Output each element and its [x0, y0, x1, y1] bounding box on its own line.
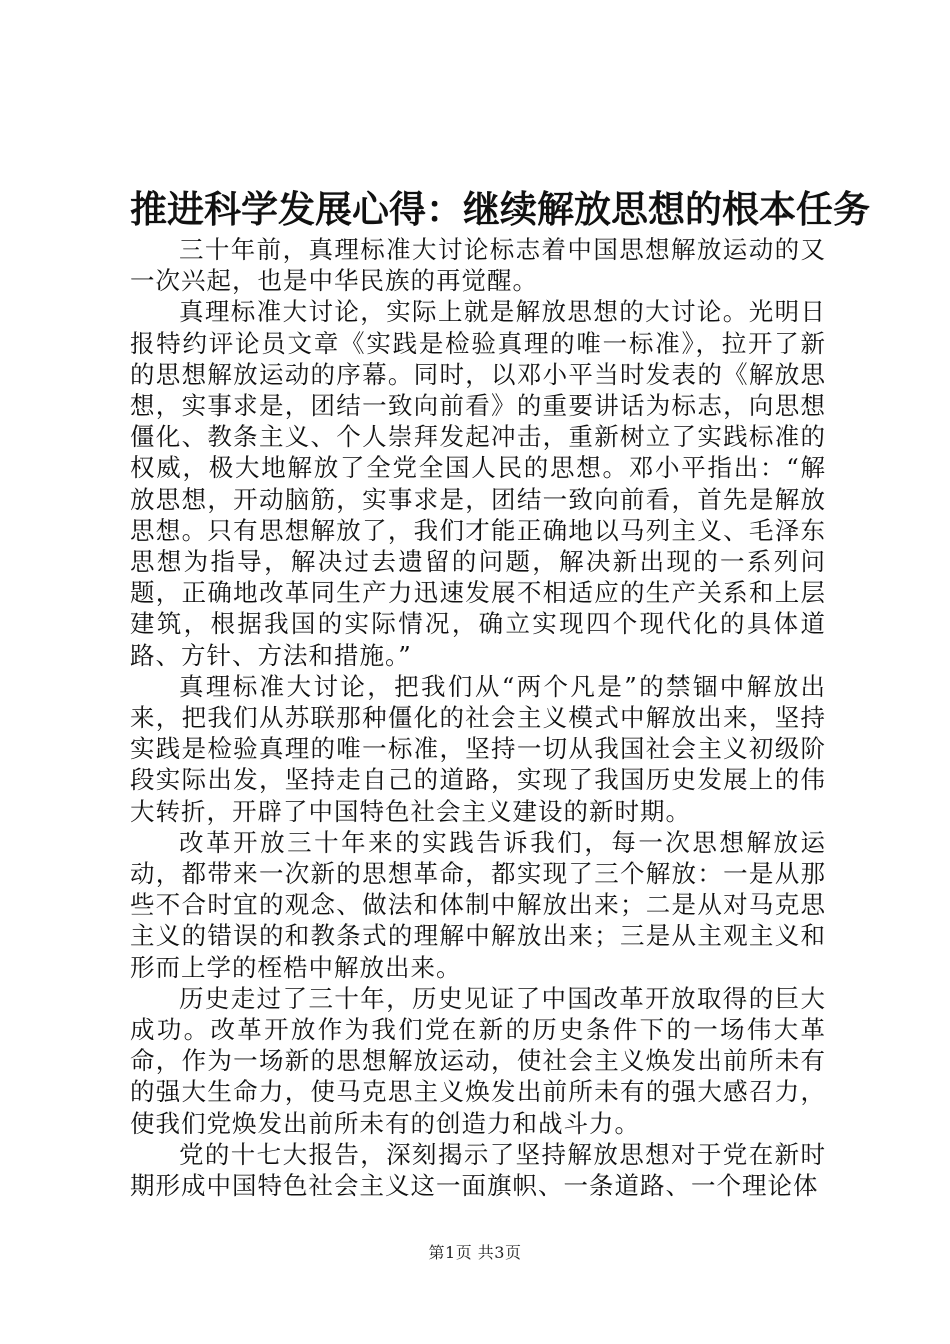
document-title: 推进科学发展心得：继续解放思想的根本任务	[130, 188, 870, 231]
document-body	[130, 234, 826, 1201]
paragraph-2: 真理标准大讨论，实际上就是解放思想的大讨论。光明日报特约评论员文章《实践是检验真理的唯一标准》，拉开了新的思想解放运动的序幕。同时，以邓小平当时发表的《解放思想，实事求是，团结一致向前看》的重要讲话为标志，向思想僵化、教条主义、个人崇拜发起冲击，重新树立了实践标准的权威，极大地解放了全党全国人民的思想。邓小平指出：“解放思想，开动脑筋，实事求是，团结一致向前看，首先是解放思想。只有思想解放了，我们才能正确地以马列主义、毛泽东思想为指导，解决过去遗留的问题，解决新出现的一系列问题，正确地改革同生产力迅速发展不相适应的生产关系和上层建筑，根据我国的实际情况，确立实现四个现代化的具体道路、方针、方法和措施。”	[130, 297, 826, 670]
paragraph-5: 历史走过了三十年，历史见证了中国改革开放取得的巨大成功。改革开放作为我们党在新的历史条件下的一场伟大革命，作为一场新的思想解放运动，使社会主义焕发出前所未有的强大生命力，使马克思主义焕发出前所未有的强大感召力，使我们党焕发出前所未有的创造力和战斗力。	[130, 983, 826, 1138]
paragraph-3: 真理标准大讨论，把我们从“两个凡是”的禁锢中解放出来，把我们从苏联那种僵化的社会主义模式中解放出来，坚持实践是检验真理的唯一标准，坚持一切从我国社会主义初级阶段实际出发，坚持走自己的道路，实现了我国历史发展上的伟大转折，开辟了中国特色社会主义建设的新时期。	[130, 671, 826, 826]
page-footer: 第1页 共3页	[428, 1243, 522, 1262]
paragraph-4: 改革开放三十年来的实践告诉我们，每一次思想解放运动，都带来一次新的思想革命，都实现了三个解放：一是从那些不合时宜的观念、做法和体制中解放出来；二是从对马克思主义的错误的和教条式的理解中解放出来；三是从主观主义和形而上学的桎梏中解放出来。	[130, 827, 826, 982]
paragraph-6: 党的十七大报告，深刻揭示了坚持解放思想对于党在新时期形成中国特色社会主义这一面旗帜、一条道路、一个理论体	[130, 1139, 826, 1201]
paragraph-1: 三十年前，真理标准大讨论标志着中国思想解放运动的又一次兴起，也是中华民族的再觉醒。	[130, 235, 826, 296]
